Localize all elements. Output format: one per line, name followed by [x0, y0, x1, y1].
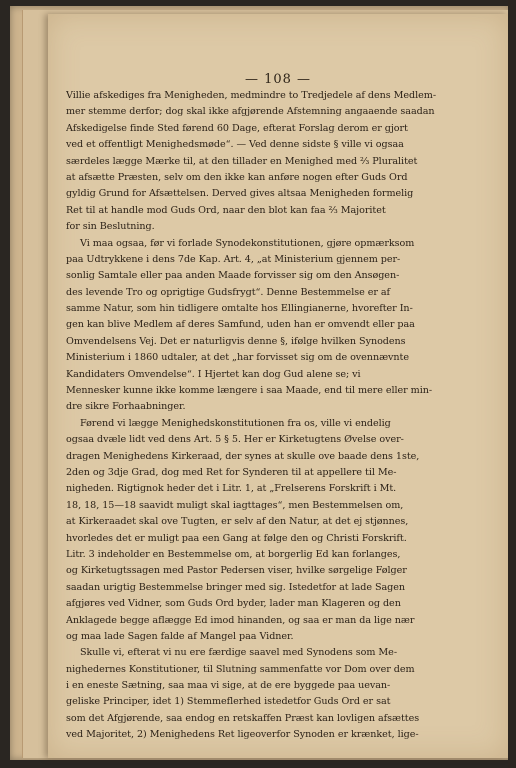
text-line: Afskedigelse finde Sted førend 60 Dage, efterat Forslag derom er gjort — [66, 122, 408, 134]
text-line: dragen Menighedens Kirkeraad, der synes at skulle ove baade dens 1ste, — [66, 450, 420, 462]
text-line: 2den og 3dje Grad, dog med Ret for Synderen til at appellere til Me- — [66, 466, 397, 478]
text-line: samme Natur, som hin tidligere omtalte hos Ellingianerne, hvorefter In- — [66, 303, 413, 315]
text-line: for sin Beslutning. — [66, 221, 155, 233]
text-line: geliske Principer, idet 1) Stemmeflerhed istedetfor Guds Ord er sat — [66, 696, 391, 708]
text-line: hvorledes det er muligt paa een Gang at følge den og Christi Forskrift. — [66, 532, 407, 544]
text-line: Litr. 3 indeholder en Bestemmelse om, at borgerlig Ed kan forlanges, — [66, 548, 401, 560]
text-line: Anklagede begge aflægge Ed imod hinanden, og saa er man da lige nær — [66, 614, 415, 626]
text-line: ved et offentligt Menighedsmøde“. — Ved denne sidste § ville vi ogsaa — [66, 139, 404, 151]
text-line: Villie afskediges fra Menigheden, medmindre to Tredjedele af dens Medlem- — [66, 90, 437, 101]
text-line: at afsætte Præsten, selv om den ikke kan anføre nogen efter Guds Ord — [66, 171, 408, 183]
text-line: Ret til at handle mod Guds Ord, naar den blot kan faa ⅔ Majoritet — [66, 204, 386, 216]
text-line: nigheden. Rigtignok heder det i Litr. 1, at „Frelserens Forskrift i Mt. — [66, 483, 397, 495]
text-line: Vi maa ogsaa, før vi forlade Synodekonstitutionen, gjøre opmærksom — [80, 237, 415, 249]
text-line: ved Majoritet, 2) Menighedens Ret ligeoverfor Synoden er krænket, lige- — [66, 729, 419, 741]
text-line: 18, 18, 15—18 saavidt muligt skal iagttages“, men Bestemmelsen om, — [66, 499, 404, 511]
text-line: dre sikre Forhaabninger. — [66, 401, 186, 413]
text-line: sonlig Samtale eller paa anden Maade forvisser sig om den Ansøgen- — [66, 270, 400, 282]
text-line: gen kan blive Medlem af deres Samfund, uden han er omvendt eller paa — [66, 319, 415, 331]
page-number: — 108 — — [244, 72, 312, 87]
text-line: afgjøres ved Vidner, som Guds Ord byder, lader man Klageren og den — [66, 598, 401, 610]
text-line: at Kirkeraadet skal ove Tugten, er selv af den Natur, at det ej stjønnes, — [66, 516, 409, 528]
text-line: Skulle vi, efterat vi nu ere færdige saavel med Synodens som Me- — [80, 647, 398, 659]
text-line: Førend vi lægge Menighedskonstitutionen fra os, ville vi endelig — [80, 417, 391, 429]
text-line: saadan urigtig Bestemmelse bringer med sig. Istedetfor at lade Sagen — [66, 581, 405, 593]
text-line: Ministerium i 1860 udtaler, at det „har forvisset sig om de ovennævnte — [66, 352, 409, 364]
text-line: gyldig Grund for Afsættelsen. Derved gives altsaa Menigheden formelig — [66, 188, 414, 200]
text-line: Kandidaters Omvendelse“. I Hjertet kan dog Gud alene se; vi — [66, 368, 361, 380]
text-line: paa Udtrykkene i dens 7de Kap. Art. 4, „at Ministerium gjennem per- — [66, 253, 401, 265]
text-line: nighedernes Konstitutioner, til Slutning sammenfatte vor Dom over dem — [66, 663, 415, 675]
text-line: mer stemme derfor; dog skal ikke afgjørende Afstemning angaaende saadan — [66, 106, 435, 118]
page-body-text — [66, 88, 450, 744]
text-line: i en eneste Sætning, saa maa vi sige, at de ere byggede paa uevan- — [66, 680, 391, 692]
text-line: og Kirketugtssagen med Pastor Pedersen viser, hvilke sørgelige Følger — [66, 565, 407, 577]
text-line: Omvendelsens Vej. Det er naturligvis denne §, ifølge hvilken Synodens — [66, 335, 406, 347]
text-line: des levende Tro og oprigtige Gudsfrygt“. Denne Bestemmelse er af — [66, 286, 391, 298]
text-line: ogsaa dvæle lidt ved dens Art. 5 § 5. Her er Kirketugtens Øvelse over- — [66, 434, 404, 446]
scanner-edge — [508, 0, 516, 768]
text-line: særdeles lægge Mærke til, at den tillader en Menighed med ⅔ Pluralitet — [66, 155, 418, 167]
text-line: og maa lade Sagen falde af Mangel paa Vidner. — [66, 630, 294, 642]
text-line: som det Afgjørende, saa endog en retskaffen Præst kan lovligen afsættes — [66, 712, 420, 724]
text-line: Mennesker kunne ikke komme længere i saa Maade, end til mere eller min- — [66, 385, 433, 397]
